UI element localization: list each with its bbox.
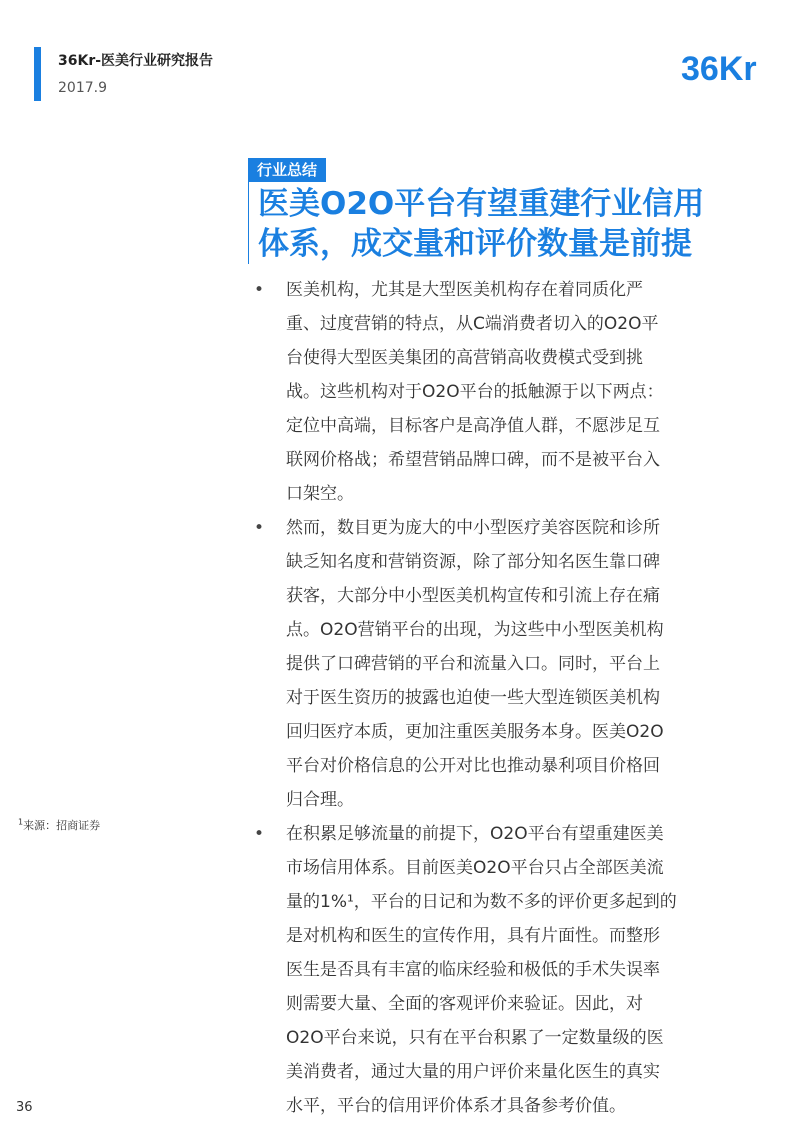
bullet-line: 平台对价格信息的公开对比也推动暴利项目价格回 xyxy=(286,756,660,776)
bullet-line: 口架空。 xyxy=(286,484,354,504)
bullet-list xyxy=(254,273,724,1123)
report-title: 36Kr-医美行业研究报告 xyxy=(58,53,214,69)
bullet-line: 定位中高端，目标客户是高净值人群，不愿涉足互 xyxy=(286,416,660,436)
bullet-line: 获客，大部分中小型医美机构宣传和引流上存在痛 xyxy=(286,586,660,606)
bullet-line: 对于医生资历的披露也迫使一些大型连锁医美机构 xyxy=(286,688,660,708)
bullet-dot: • xyxy=(254,824,265,844)
bullet-line: 医美机构，尤其是大型医美机构存在着同质化严 xyxy=(286,280,643,300)
bullet-line: 在积累足够流量的前提下，O2O平台有望重建医美 xyxy=(286,824,664,844)
bullet-dot: • xyxy=(254,280,265,300)
title-rule xyxy=(248,182,249,264)
footnote xyxy=(18,817,100,833)
bullet-line: 战。这些机构对于O2O平台的抵触源于以下两点： xyxy=(286,382,664,402)
bullet-line: 则需要大量、全面的客观评价来验证。因此，对 xyxy=(286,994,643,1014)
headline-line: 体系，成交量和评价数量是前提 xyxy=(258,226,692,262)
36kr-logo xyxy=(681,40,765,96)
bullet-line: 提供了口碑营销的平台和流量入口。同时，平台上 xyxy=(286,654,660,674)
bullet-line: 点。O2O营销平台的出现，为这些中小型医美机构 xyxy=(286,620,664,640)
bullet-line: 水平，平台的信用评价体系才具备参考价值。 xyxy=(286,1096,626,1116)
headline-line: 医美O2O平台有望重建行业信用 xyxy=(258,186,705,222)
bullet-line: 缺乏知名度和营销资源，除了部分知名医生靠口碑 xyxy=(286,552,660,572)
bullet-line: 医生是否具有丰富的临床经验和极低的手术失误率 xyxy=(286,960,660,980)
bullet-line: 台使得大型医美集团的高营销高收费模式受到挑 xyxy=(286,348,643,368)
bullet-line: 量的1%¹，平台的日记和为数不多的评价更多起到的 xyxy=(286,892,677,912)
bullet-line: 回归医疗本质，更加注重医美服务本身。医美O2O xyxy=(286,722,664,742)
page-headline xyxy=(258,184,768,264)
bullet-line: 然而，数目更为庞大的中小型医疗美容医院和诊所 xyxy=(286,518,660,538)
bullet-line: O2O平台来说，只有在平台积累了一定数量级的医 xyxy=(286,1028,664,1048)
logo-text: 36Kr xyxy=(681,50,757,88)
bullet-item xyxy=(254,511,724,817)
bullet-dot: • xyxy=(254,518,265,538)
bullet-line: 美消费者，通过大量的用户评价来量化医生的真实 xyxy=(286,1062,660,1082)
bullet-line: 联网价格战；希望营销品牌口碑，而不是被平台入 xyxy=(286,450,660,470)
section-tag: 行业总结 xyxy=(248,158,326,182)
bullet-item xyxy=(254,273,724,511)
page-number: 36 xyxy=(16,1100,33,1115)
bullet-line: 重、过度营销的特点，从C端消费者切入的O2O平 xyxy=(286,314,659,334)
report-date: 2017.9 xyxy=(58,80,107,96)
bullet-line: 归合理。 xyxy=(286,790,354,810)
bullet-line: 市场信用体系。目前医美O2O平台只占全部医美流 xyxy=(286,858,664,878)
footnote-marker: 1 xyxy=(18,817,24,827)
footnote-text: 来源：招商证券 xyxy=(23,819,101,832)
bullet-item xyxy=(254,817,724,1123)
header-accent-bar xyxy=(34,47,41,101)
bullet-line: 是对机构和医生的宣传作用，具有片面性。而整形 xyxy=(286,926,660,946)
